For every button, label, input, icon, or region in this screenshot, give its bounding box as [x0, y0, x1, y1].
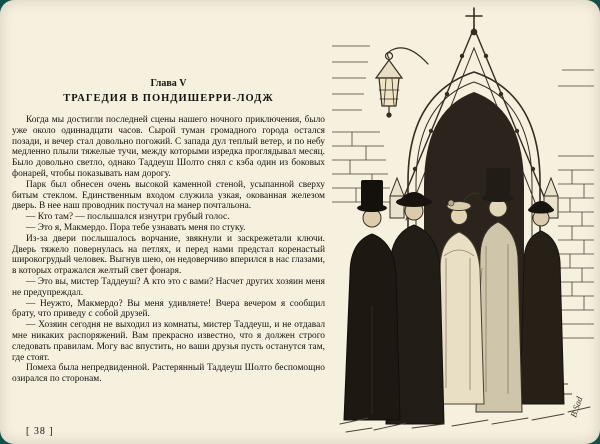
paragraph-dialogue: — Кто там? — послышался изнутри грубый голос.: [26, 212, 230, 223]
figure-man-bowler-door: [520, 201, 564, 404]
chapter-title: ТРАГЕДИЯ В ПОНДИШЕРРИ-ЛОДЖ: [63, 93, 274, 104]
paragraph: Парк был обнесен очень высокой каменной стеной, усыпанной сверху битым стеклом. Единственным входом служила узкая, окованная железом дверь. В нее наш проводник постучал на манер почтальона.: [12, 179, 325, 212]
paragraph-dialogue: — Это вы, мистер Таддеуш? А кто это с вами? Насчет других хозяин меня не предупреждал.: [12, 276, 325, 298]
paragraph-dialogue: — Это я, Макмердо. Пора тебе узнавать меня по стуку.: [26, 222, 246, 233]
paragraph: Когда мы достигли последней сцены нашего ночного приключения, было уже около одиннадцати часов. Сырой туман громадного города остался позади, и вечер стал довольно погожий. С запада дул теплый ветер, и по небу медленно плыли тяжелые тучи, между которыми изредка проглядывал месяц. Было довольно светло, однако Таддеуш Шолто снял с кэба один из боковых фонарей, чтобы показывать нам дорогу.: [12, 115, 325, 179]
page-number: [ 38 ]: [26, 426, 54, 437]
body-text: [12, 115, 325, 385]
doorway-illustration: [332, 6, 594, 436]
lantern-icon: [376, 48, 428, 117]
brick-lines-right: [558, 70, 594, 338]
chapter-label: Глава V: [150, 78, 187, 89]
cross-finial: [466, 8, 482, 35]
doorway-illustration-svg: [332, 6, 594, 436]
paragraph: Помеха была непредвиденной. Растерянный Таддеуш Шолто беспомощно озирался по сторонам.: [12, 363, 325, 385]
illustrator-signature: B.Sad: [568, 395, 585, 419]
paragraph: Из-за двери послышалось ворчание, звякнули и заскрежетали ключи. Дверь тяжело повернулась на петлях, и перед нами предстал коренастый широкогрудый человек. Выгнув шею, он недоверчиво вперился в нас глазами, в которых отражался желтый свет фонаря.: [12, 233, 325, 277]
text-column: [12, 78, 325, 385]
paragraph-dialogue: — Хозяин сегодня не выходил из комнаты, мистер Таддеуш, и не отдавал мне никаких распоряжений. Вам прекрасно известно, что я должен строго следовать правилам. Могу вас впустить, но ваши друзья пусть останутся там, где стоят.: [12, 320, 325, 363]
paragraph-dialogue: — Неужто, Макмердо? Вы меня удивляете! Вчера вечером я сообщил брату, что приведу с собой друзей.: [12, 298, 325, 320]
